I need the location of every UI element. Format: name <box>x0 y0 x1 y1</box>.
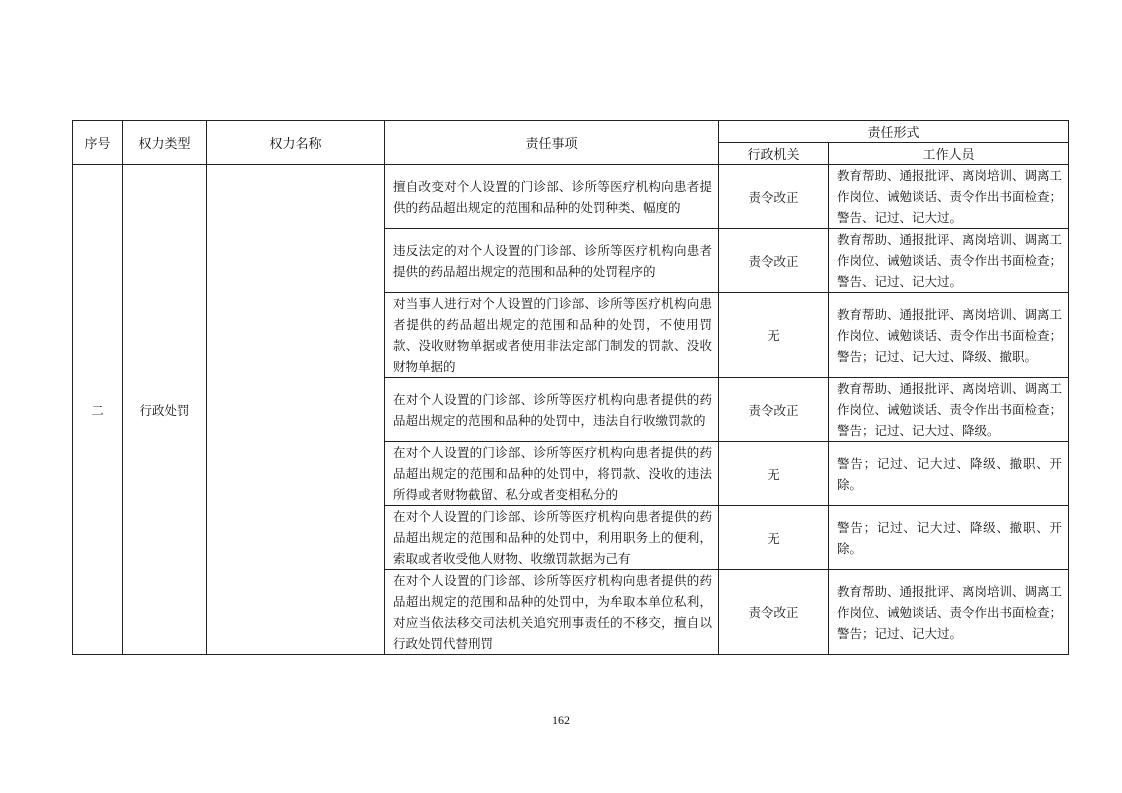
page-number: 162 <box>552 713 570 727</box>
agency-cell: 责令改正 <box>719 378 829 442</box>
matter-cell: 在对个人设置的门诊部、诊所等医疗机构向患者提供的药品超出规定的范围和品种的处罚中，将罚款、没收的违法所得或者财物截留、私分或者变相私分的 <box>385 442 719 506</box>
staff-cell: 教育帮助、通报批评、离岗培训、调离工作岗位、诫勉谈话、责令作出书面检查；警告、记过、记大过。 <box>829 229 1069 293</box>
header-responsibility-form: 责任形式 <box>719 121 1069 143</box>
staff-cell: 教育帮助、通报批评、离岗培训、调离工作岗位、诫勉谈话、责令作出书面检查；警告；记过、记大过、降级。 <box>829 378 1069 442</box>
agency-cell: 责令改正 <box>719 570 829 655</box>
group-power-name <box>207 165 385 655</box>
agency-cell: 无 <box>719 442 829 506</box>
staff-cell: 教育帮助、通报批评、离岗培训、调离工作岗位、诫勉谈话、责令作出书面检查；警告；记过、记大过、降级、撤职。 <box>829 293 1069 378</box>
header-power-name: 权力名称 <box>207 121 385 165</box>
agency-cell: 责令改正 <box>719 165 829 229</box>
header-staff: 工作人员 <box>829 143 1069 165</box>
header-matter: 责任事项 <box>385 121 719 165</box>
header-power-type: 权力类型 <box>123 121 207 165</box>
responsibility-table <box>72 120 1069 655</box>
matter-cell: 在对个人设置的门诊部、诊所等医疗机构向患者提供的药品超出规定的范围和品种的处罚中，为牟取本单位私利，对应当依法移交司法机关追究刑事责任的不移交，擅自以行政处罚代替刑罚 <box>385 570 719 655</box>
matter-cell: 在对个人设置的门诊部、诊所等医疗机构向患者提供的药品超出规定的范围和品种的处罚中，利用职务上的便利，索取或者收受他人财物、收缴罚款据为己有 <box>385 506 719 570</box>
staff-cell: 教育帮助、通报批评、离岗培训、调离工作岗位、诫勉谈话、责令作出书面检查；警告、记过、记大过。 <box>829 165 1069 229</box>
staff-cell: 警告；记过、记大过、降级、撤职、开除。 <box>829 442 1069 506</box>
matter-cell: 擅自改变对个人设置的门诊部、诊所等医疗机构向患者提供的药品超出规定的范围和品种的处罚种类、幅度的 <box>385 165 719 229</box>
matter-cell: 对当事人进行对个人设置的门诊部、诊所等医疗机构向患者提供的药品超出规定的范围和品种的处罚，不使用罚款、没收财物单据或者使用非法定部门制发的罚款、没收财物单据的 <box>385 293 719 378</box>
matter-cell: 在对个人设置的门诊部、诊所等医疗机构向患者提供的药品超出规定的范围和品种的处罚中，违法自行收缴罚款的 <box>385 378 719 442</box>
group-power-type: 行政处罚 <box>123 165 207 655</box>
header-seq: 序号 <box>73 121 123 165</box>
matter-cell: 违反法定的对个人设置的门诊部、诊所等医疗机构向患者提供的药品超出规定的范围和品种的处罚程序的 <box>385 229 719 293</box>
group-seq: 二 <box>73 165 123 655</box>
agency-cell: 无 <box>719 506 829 570</box>
table-row <box>73 165 1069 229</box>
staff-cell: 警告；记过、记大过、降级、撤职、开除。 <box>829 506 1069 570</box>
agency-cell: 无 <box>719 293 829 378</box>
agency-cell: 责令改正 <box>719 229 829 293</box>
staff-cell: 教育帮助、通报批评、离岗培训、调离工作岗位、诫勉谈话、责令作出书面检查；警告；记过、记大过。 <box>829 570 1069 655</box>
header-agency: 行政机关 <box>719 143 829 165</box>
